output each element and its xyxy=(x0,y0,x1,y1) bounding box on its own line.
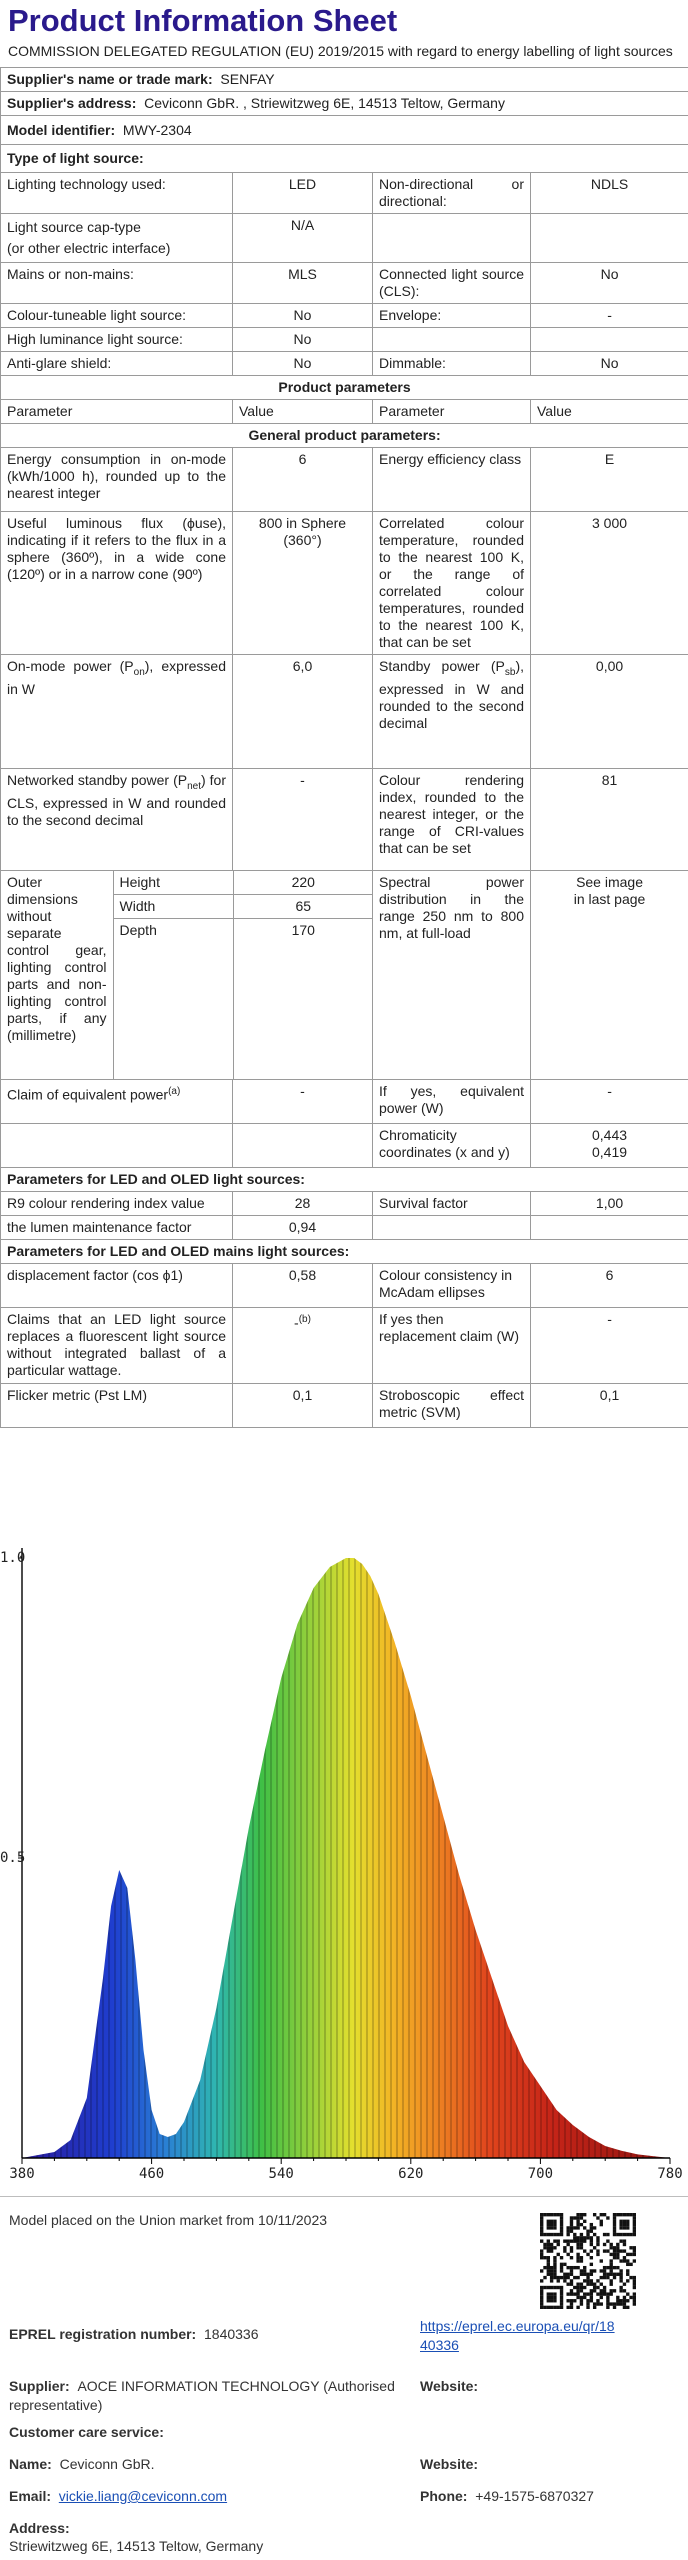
y-tick-label: 0.5 xyxy=(0,1850,26,1866)
survival-label: Survival factor xyxy=(373,1192,531,1216)
width-label: Width xyxy=(113,895,233,919)
chromaticity-x: 0,443 xyxy=(592,1127,628,1143)
type-row-4 xyxy=(1,304,688,328)
depth-label: Depth xyxy=(113,919,233,943)
flicker-value: 0,1 xyxy=(233,1384,373,1428)
energy-consumption-label: Energy consumption in on-mode (kWh/1000 h), rounded up to the nearest integer xyxy=(1,448,233,512)
cct-label: Correlated colour temperature, rounded to the nearest 100 K, or the range of correlated colour temperatures, rounded to the nearest 100 K, that can be set xyxy=(373,512,531,655)
depth-value: 170 xyxy=(291,922,315,938)
equivalent-claim-value: - xyxy=(233,1080,373,1124)
envelope-value: - xyxy=(531,304,688,328)
height-label: Height xyxy=(113,871,233,895)
product-info-table xyxy=(0,67,688,1428)
networked-standby-value: - xyxy=(233,769,373,871)
type-row-3 xyxy=(1,263,688,304)
cri-value: 81 xyxy=(531,769,688,871)
name-label: Name: xyxy=(9,2456,52,2472)
stroboscopic-value: 0,1 xyxy=(531,1384,688,1428)
supplier-address-row xyxy=(1,92,688,116)
name-value: Ceviconn GbR. xyxy=(59,2456,155,2472)
mains-value: MLS xyxy=(233,263,373,304)
market-date: Model placed on the Union market from 10/11/2023 xyxy=(9,2212,328,2228)
survival-value: 1,00 xyxy=(531,1192,688,1216)
cap-type-value: N/A xyxy=(233,214,373,263)
flux-row xyxy=(1,512,688,655)
column-headers-row xyxy=(1,400,688,424)
energy-class-value: E xyxy=(531,448,688,512)
lumen-maintenance-label: the lumen maintenance factor xyxy=(1,1216,233,1240)
x-tick-label: 540 xyxy=(268,2166,294,2182)
luminous-flux-value: 800 in Sphere (360°) xyxy=(233,512,373,655)
spectrum-stripes xyxy=(22,1558,670,2158)
model-identifier-row xyxy=(1,116,688,145)
high-luminance-value: No xyxy=(233,328,373,352)
col-header-parameter-2: Parameter xyxy=(373,400,531,424)
led-heading-row xyxy=(1,1168,688,1192)
flicker-row xyxy=(1,1384,688,1428)
r9-value: 28 xyxy=(233,1192,373,1216)
x-tick-label: 460 xyxy=(138,2166,165,2182)
on-mode-power-value: 6,0 xyxy=(233,655,373,769)
phone-value: +49-1575-6870327 xyxy=(475,2488,594,2504)
supplier-value-2: representative) xyxy=(9,2397,103,2413)
connected-value: No xyxy=(531,263,688,304)
equivalent-power-value: - xyxy=(531,1080,688,1124)
chromaticity-label: Chromaticity coordinates (x and y) xyxy=(373,1124,531,1168)
col-header-parameter: Parameter xyxy=(1,400,233,424)
directional-value: NDLS xyxy=(531,173,688,214)
standby-power-label: Standby power $(P_{sb})$, expressed in W and rounded to the second decimal xyxy=(373,655,531,769)
led-heading: Parameters for LED and OLED light sources: xyxy=(1,1168,688,1192)
lighting-tech-value: LED xyxy=(233,173,373,214)
phone-label: Phone: xyxy=(420,2488,468,2504)
cap-type-label-2: (or other electric interface) xyxy=(7,240,171,256)
cri-label: Colour rendering index, rounded to the nearest integer, or the range of CRI-values that can be set xyxy=(373,769,531,871)
displacement-value: 0,58 xyxy=(233,1264,373,1308)
networked-row xyxy=(1,769,688,871)
dimmable-value: No xyxy=(531,352,688,376)
eprel-value: 1840336 xyxy=(204,2326,259,2342)
address-label: Address: xyxy=(9,2520,70,2536)
mains-heading-row xyxy=(1,1240,688,1264)
footer xyxy=(0,2196,688,2560)
replacement-claim-label: If yes then replacement claim (W) xyxy=(373,1308,531,1384)
equivalent-row xyxy=(1,1080,688,1124)
spectral-label: Spectral power distribution in the range 250 nm to 800 nm, at full-load xyxy=(373,871,531,1080)
flicker-label: Flicker metric (Pst LM) xyxy=(1,1384,233,1428)
fluorescent-claim-value: -$^{(b)}$ xyxy=(233,1308,373,1384)
qr-code-icon[interactable] xyxy=(540,2213,636,2309)
customer-website-label: Website: xyxy=(420,2456,479,2472)
equivalent-claim-label: Claim of equivalent power$^{(a)}$ xyxy=(1,1080,233,1124)
colour-consistency-value: 6 xyxy=(531,1264,688,1308)
displacement-row xyxy=(1,1264,688,1308)
col-header-value-2: Value xyxy=(531,400,688,424)
lumen-maintenance-row xyxy=(1,1216,688,1240)
x-tick-label: 620 xyxy=(398,2166,424,2182)
type-row-1 xyxy=(1,173,688,214)
type-heading-row xyxy=(1,145,688,173)
type-row-6 xyxy=(1,352,688,376)
spectral-power-chart xyxy=(0,1530,688,2190)
mains-heading: Parameters for LED and OLED mains light sources: xyxy=(1,1240,688,1264)
energy-consumption-value: 6 xyxy=(233,448,373,512)
power-row xyxy=(1,655,688,769)
dimmable-label: Dimmable: xyxy=(373,352,531,376)
supplier-name-label: Supplier's name or trade mark: xyxy=(7,71,213,87)
on-mode-power-label: On-mode power $(P_{on})$, expressed in W xyxy=(1,655,233,769)
spectral-value: See image xyxy=(576,874,643,890)
type-heading: Type of light source: xyxy=(1,145,688,173)
height-value: 220 xyxy=(233,871,373,895)
model-identifier-value: MWY-2304 xyxy=(122,122,192,138)
supplier-website-label: Website: xyxy=(420,2378,479,2394)
product-parameters-heading: Product parameters xyxy=(1,376,688,400)
fluorescent-claim-label: Claims that an LED light source replaces a fluorescent light source without integrated ballast of a particular wattage. xyxy=(1,1308,233,1384)
model-identifier-label: Model identifier: xyxy=(7,122,116,138)
r9-row xyxy=(1,1192,688,1216)
width-value: 65 xyxy=(233,895,373,919)
customer-care-heading: Customer care service: xyxy=(9,2424,164,2440)
stroboscopic-label: Stroboscopic effect metric (SVM) xyxy=(373,1384,531,1428)
displacement-label: displacement factor (cos ϕ1) xyxy=(1,1264,233,1308)
eprel-label: EPREL registration number: xyxy=(9,2326,197,2342)
page-title: Product Information Sheet xyxy=(8,3,398,38)
colour-consistency-label: Colour consistency in McAdam ellipses xyxy=(373,1264,531,1308)
supplier-name-row xyxy=(1,68,688,92)
type-row-2 xyxy=(1,214,688,263)
chromaticity-y: 0,419 xyxy=(592,1144,628,1160)
email-link[interactable]: vickie.liang@ceviconn.com xyxy=(58,2488,228,2504)
dimensions-label: Outer dimensions without separate control gear, lighting control parts and non-lighting control parts, if any (millimetre) xyxy=(1,871,113,1079)
dimensions-row xyxy=(1,871,688,1080)
col-header-value: Value xyxy=(233,400,373,424)
equivalent-power-label: If yes, equivalent power (W) xyxy=(373,1080,531,1124)
anti-glare-label: Anti-glare shield: xyxy=(1,352,233,376)
colour-tuneable-label: Colour-tuneable light source: xyxy=(1,304,233,328)
y-tick-label: 1.0 xyxy=(0,1550,26,1566)
standby-power-value: 0,00 xyxy=(531,655,688,769)
networked-standby-label: Networked standby power $(P_{net})$ for CLS, expressed in W and rounded to the second decimal xyxy=(1,769,233,871)
general-heading: General product parameters: xyxy=(1,424,688,448)
regulation-subtitle: COMMISSION DELEGATED REGULATION (EU) 2019/2015 with regard to energy labelling of light sources xyxy=(8,43,673,59)
luminous-flux-label: Useful luminous flux (ϕuse), indicating if it refers to the flux in a sphere (360º), in a wide cone (120º) or in a narrow cone (90º) xyxy=(1,512,233,655)
address-value: Striewitzweg 6E, 14513 Teltow, Germany xyxy=(9,2538,264,2554)
chromaticity-row xyxy=(1,1124,688,1168)
x-tick-label: 380 xyxy=(9,2166,35,2182)
general-heading-row xyxy=(1,424,688,448)
mains-label: Mains or non-mains: xyxy=(1,263,233,304)
supplier-address-value: Ceviconn GbR. , Striewitzweg 6E, 14513 Teltow, Germany xyxy=(144,95,505,111)
supplier-name-value: SENFAY xyxy=(220,71,275,87)
spectral-value-2: in last page xyxy=(573,891,646,907)
x-tick-label: 780 xyxy=(657,2166,683,2182)
eprel-link[interactable]: https://eprel.ec.europa.eu/qr/18 40336 xyxy=(420,2318,615,2353)
email-label: Email: xyxy=(9,2488,52,2504)
anti-glare-value: No xyxy=(233,352,373,376)
energy-row xyxy=(1,448,688,512)
x-tick-label: 700 xyxy=(527,2166,554,2182)
high-luminance-label: High luminance light source: xyxy=(1,328,233,352)
type-row-5 xyxy=(1,328,688,352)
replacement-claim-value: - xyxy=(531,1308,688,1384)
envelope-label: Envelope: xyxy=(373,304,531,328)
supplier-address-label: Supplier's address: xyxy=(7,95,137,111)
energy-class-label: Energy efficiency class xyxy=(373,448,531,512)
fluorescent-row xyxy=(1,1308,688,1384)
connected-label: Connected light source (CLS): xyxy=(373,263,531,304)
cct-value: 3 000 xyxy=(531,512,688,655)
r9-label: R9 colour rendering index value xyxy=(1,1192,233,1216)
cap-type-label: Light source cap-type xyxy=(7,219,141,235)
supplier-value: AOCE INFORMATION TECHNOLOGY (Authorised xyxy=(77,2378,395,2394)
directional-label: Non-directional or directional: xyxy=(373,173,531,214)
lumen-maintenance-value: 0,94 xyxy=(233,1216,373,1240)
supplier-label: Supplier: xyxy=(9,2378,70,2394)
product-parameters-heading-row xyxy=(1,376,688,400)
lighting-tech-label: Lighting technology used: xyxy=(1,173,233,214)
colour-tuneable-value: No xyxy=(233,304,373,328)
